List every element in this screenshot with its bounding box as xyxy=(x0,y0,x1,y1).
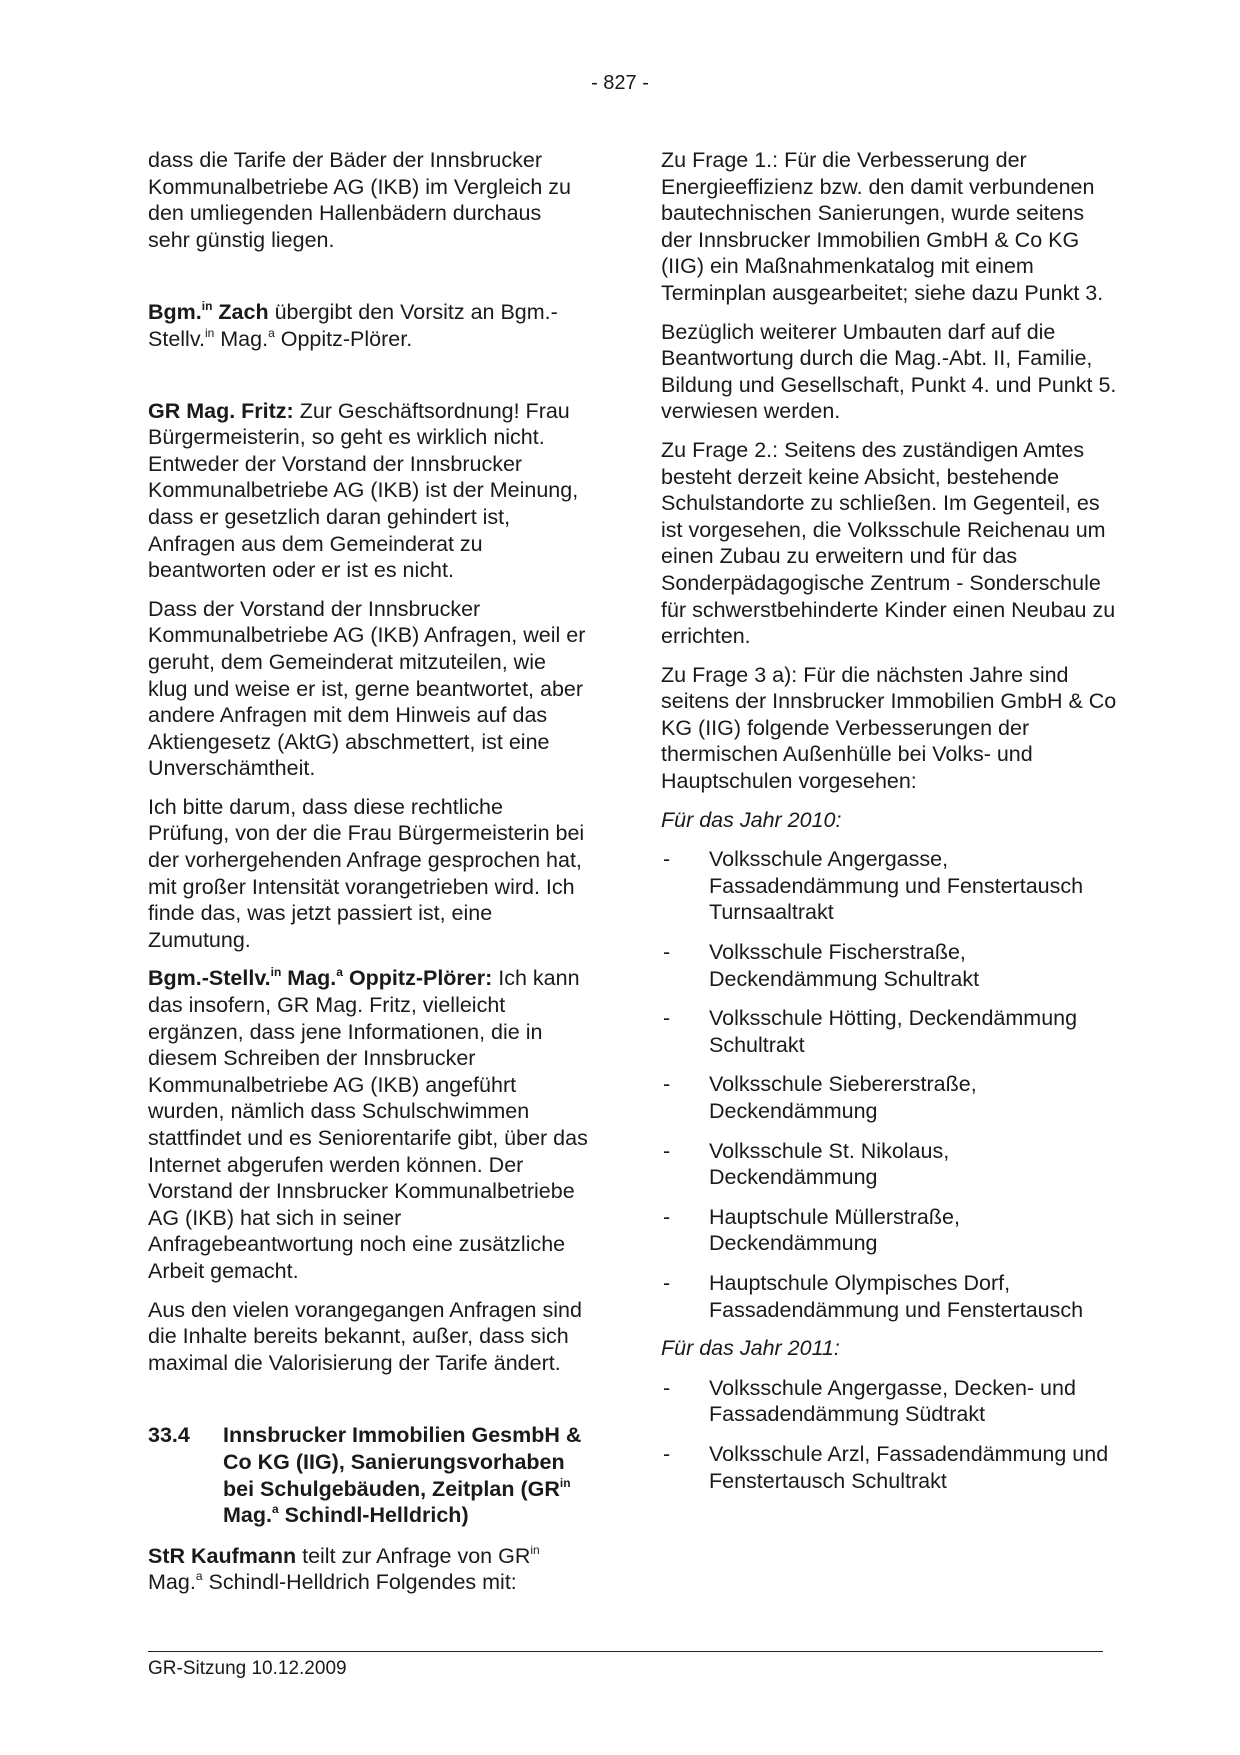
paragraph-frage-3a: Zu Frage 3 a): Für die nächsten Jahre sind seitens der Innsbrucker Immobilien GmbH & Co KG (IIG) folgende Verbesserungen der thermischen Außenhülle bei Volks- und Hauptschulen vorgesehen: xyxy=(661,662,1117,794)
list-item: - Volksschule Angergasse, Decken- und Fassadendämmung Südtrakt xyxy=(663,1375,1076,1427)
speaker-name: Bgm.-Stellv.$^{in}$ Mag.$^a$ Oppitz-Plörer: xyxy=(148,965,493,991)
paragraph-pruefung: Ich bitte darum, dass diese rechtliche Prüfung, von der die Frau Bürgermeisterin bei der vorhergehenden Anfrage gesprochen hat, mit großer Intensität vorangetrieben wird. Ich finde das, was jetzt passiert ist, eine Zumutung. xyxy=(148,794,585,952)
list-2011 xyxy=(661,1375,1121,1494)
paragraph-frage-2: Zu Frage 2.: Seitens des zuständigen Amtes besteht derzeit keine Absicht, bestehende Schulstandorte zu schließen. Im Gegenteil, es ist vorgesehen, die Volksschule Reichenau um einen Zubau zu erweitern und für das Sonderpädagogische Zentrum - Sonderschule für schwerstbehinderte Kinder einen Neubau zu errichten. xyxy=(661,437,1116,649)
year-2011-label: Für das Jahr 2011: xyxy=(661,1336,840,1361)
paragraph-frage-1: Zu Frage 1.: Für die Verbesserung der Energieeffizienz bzw. den damit verbundenen bautechnischen Sanierungen, wurde seitens der Innsbrucker Immobilien GmbH & Co KG (IIG) ein Maßnahmenkatalog mit einem Terminplan ausgearbeitet; siehe dazu Punkt 3. xyxy=(661,148,1104,305)
list-item: - Volksschule Siebererstraße, Deckendämmung xyxy=(663,1072,977,1123)
paragraph-tarife: dass die Tarife der Bäder der Innsbrucker Kommunalbetriebe AG (IKB) im Vergleich zu den umliegenden Hallenbädern durchaus sehr günstig liegen. xyxy=(148,148,572,252)
paragraph-oppitz: Bgm.-Stellv.$^{in}$ Mag.$^a$ Oppitz-Plörer: Ich kann das insofern, GR Mag. Fritz, vielleicht ergänzen, dass jene Informationen, die in diesem Schreiben der Innsbrucker Kommunalbetriebe AG (IKB) angeführt wurden, nämlich dass Schulschwimmen stattfindet und es Seniorentarife gibt, über das Internet abgerufen werden können. Der Vorstand der Innsbrucker Kommunalbetriebe AG (IKB) hat sich in seiner Anfragebeantwortung noch eine zusätzliche Arbeit gemacht. xyxy=(148,965,588,1283)
section-heading xyxy=(148,1422,588,1528)
section-title: Innsbrucker Immobilien GesmbH & Co KG (IIG), Sanierungsvorhaben bei Schulgebäuden, Zeitplan ($GR^{in}$ Mag.$^a$ Schindl-Helldrich) xyxy=(223,1423,582,1528)
page-number: - 827 - xyxy=(591,72,649,94)
speaker-name: Bgm.$^{in}$ Zach xyxy=(148,299,269,325)
list-item: - Volksschule Fischerstraße, Deckendämmung Schultrakt xyxy=(663,940,980,991)
paragraph-fritz: GR Mag. Fritz: Zur Geschäftsordnung! Frau Bürgermeisterin, so geht es wirklich nicht. Entweder der Vorstand der Innsbrucker Kommunalbetriebe AG (IKB) ist der Meinung, dass er gesetzlich daran gehindert ist, Anfragen aus dem Gemeinderat zu beantworten oder er ist es nicht. xyxy=(148,398,579,583)
footer-divider xyxy=(148,1651,1103,1652)
speaker-name: GR Mag. Fritz: xyxy=(148,398,294,423)
paragraph-umbauten: Bezüglich weiterer Umbauten darf auf die Beantwortung durch die Mag.-Abt. II, Familie, Bildung und Gesellschaft, Punkt 4. und Punkt 5. verwiesen werden. xyxy=(661,319,1117,424)
section-number: 33.4 xyxy=(148,1423,190,1448)
right-column xyxy=(661,147,1121,1494)
list-item: - Volksschule St. Nikolaus, Deckendämmung xyxy=(663,1138,950,1190)
list-2010 xyxy=(661,846,1121,1323)
list-item: - Volksschule Arzl, Fassadendämmung und Fenstertausch Schultrakt xyxy=(663,1441,1109,1493)
left-column xyxy=(148,147,588,1596)
speaker-name: StR Kaufmann xyxy=(148,1543,297,1568)
paragraph-vorsitz: Bgm.$^{in}$ Zach übergibt den Vorsitz an Bgm.-Stellv.$^{in}$ Mag.$^a$ Oppitz-Plörer. xyxy=(148,299,558,351)
paragraph-vorstand: Dass der Vorstand der Innsbrucker Kommunalbetriebe AG (IKB) Anfragen, weil er geruht, dem Gemeinderat mitzuteilen, wie klug und weise er ist, gerne beantwortet, aber andere Anfragen mit dem Hinweis auf das Aktiengesetz (AktG) abschmettert, ist eine Unverschämtheit. xyxy=(148,596,586,781)
list-item: - Volksschule Angergasse, Fassadendämmung und Fenstertausch Turnsaaltrakt xyxy=(663,847,1084,925)
paragraph-kaufmann: StR Kaufmann teilt zur Anfrage von $GR^{in}$ Mag.$^a$ Schindl-Helldrich Folgendes mit: xyxy=(148,1542,540,1595)
paragraph-anfragen: Aus den vielen vorangegangen Anfragen sind die Inhalte bereits bekannt, außer, dass sich maximal die Valorisierung der Tarife ändert. xyxy=(148,1297,582,1375)
footer-text: GR-Sitzung 10.12.2009 xyxy=(148,1658,347,1679)
list-item: - Hauptschule Müllerstraße, Deckendämmung xyxy=(663,1204,960,1256)
year-2010-label: Für das Jahr 2010: xyxy=(661,807,842,832)
list-item: - Hauptschule Olympisches Dorf, Fassadendämmung und Fenstertausch xyxy=(663,1270,1084,1322)
list-item: - Volksschule Hötting, Deckendämmung Schultrakt xyxy=(663,1006,1078,1057)
